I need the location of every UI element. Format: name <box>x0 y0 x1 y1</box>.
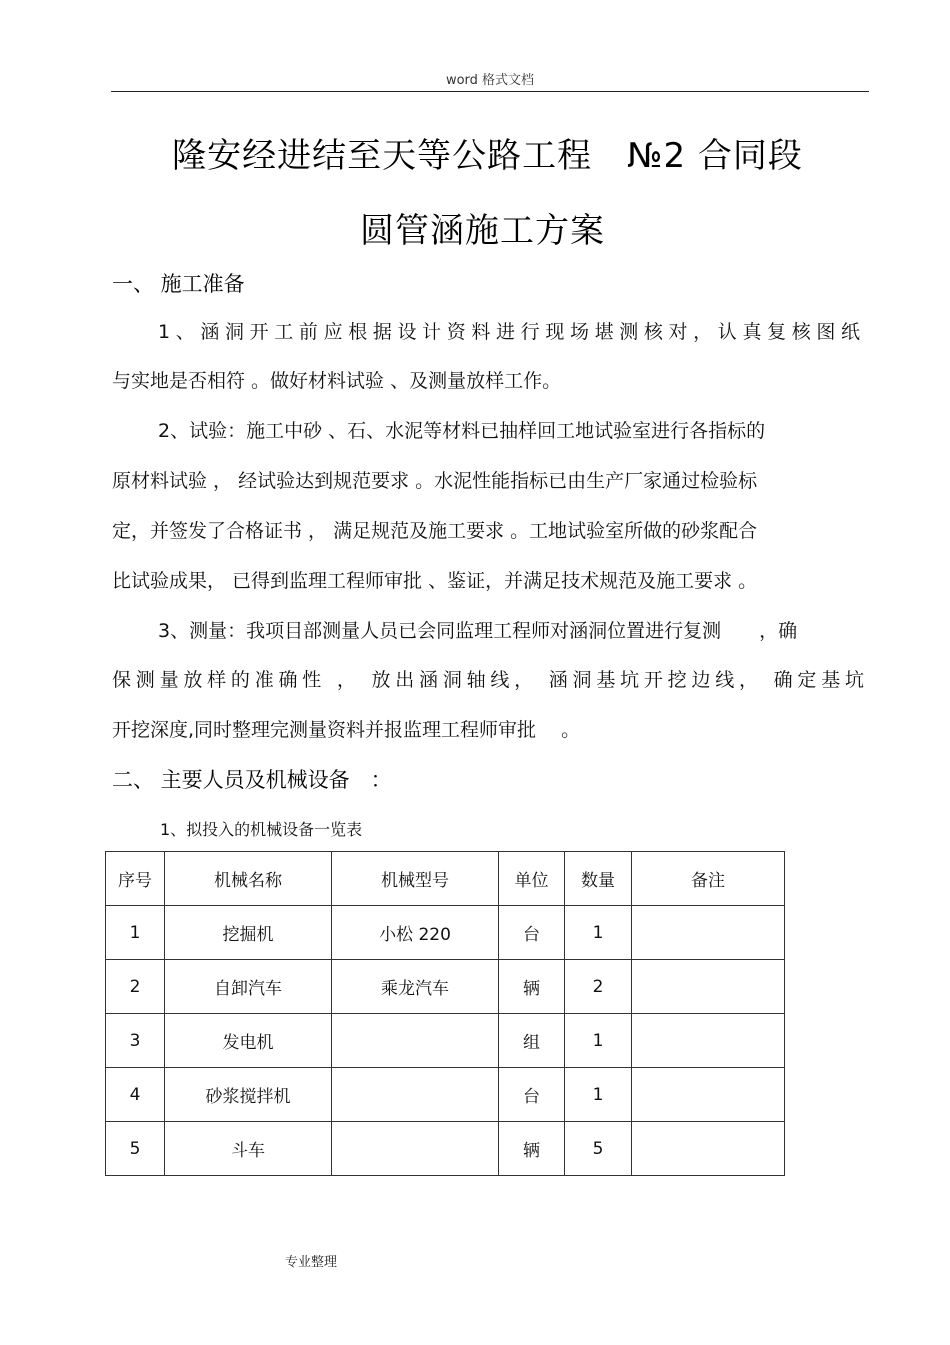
cell-machine-name: 砂浆搅拌机 <box>165 1068 332 1122</box>
cell-unit: 台 <box>499 906 565 960</box>
header-machine-model: 机械型号 <box>332 852 499 906</box>
cell-machine-name: 自卸汽车 <box>165 960 332 1014</box>
paragraph-line: 定，并签发了合格证书 ， 满足规范及施工要求 。工地试验室所做的砂浆配合 <box>112 520 758 542</box>
cell-unit: 辆 <box>499 1122 565 1176</box>
cell-unit: 辆 <box>499 960 565 1014</box>
paragraph-line: 保测量放样的准确性 ， 放出涵洞轴线， 涵洞基坑开挖边线， 确定基坑 <box>112 669 864 691</box>
cell-quantity: 1 <box>565 1068 632 1122</box>
cell-index: 3 <box>106 1014 165 1068</box>
cell-quantity: 2 <box>565 960 632 1014</box>
equipment-table <box>105 851 785 1176</box>
cell-remarks <box>632 1122 785 1176</box>
document-title-line-2: 圆管涵施工方案 <box>360 211 605 251</box>
cell-remarks <box>632 1014 785 1068</box>
section-1-heading: 一、 施工准备 <box>112 272 245 296</box>
page-footer: 专业整理 <box>285 1255 338 1270</box>
table-row <box>106 1014 785 1068</box>
cell-index: 4 <box>106 1068 165 1122</box>
page-header: word 格式文档 <box>445 73 535 88</box>
cell-index: 5 <box>106 1122 165 1176</box>
header-quantity: 数量 <box>565 852 632 906</box>
cell-machine-name: 挖掘机 <box>165 906 332 960</box>
table-header-row <box>106 852 785 906</box>
cell-machine-name: 斗车 <box>165 1122 332 1176</box>
cell-machine-model <box>332 1014 499 1068</box>
paragraph-line: 2、试验：施工中砂 、石、水泥等材料已抽样回工地试验室进行各指标的 <box>158 420 766 442</box>
paragraph-line: 1、涵洞开工前应根据设计资料进行现场堪测核对，认真复核图纸 <box>158 321 860 343</box>
header-index: 序号 <box>106 852 165 906</box>
cell-unit: 台 <box>499 1068 565 1122</box>
header-machine-name: 机械名称 <box>165 852 332 906</box>
table-row <box>106 960 785 1014</box>
cell-remarks <box>632 906 785 960</box>
header-rule <box>111 91 869 92</box>
cell-machine-model <box>332 1122 499 1176</box>
table-caption: 1、拟投入的机械设备一览表 <box>160 820 363 839</box>
cell-quantity: 1 <box>565 906 632 960</box>
paragraph-line: 3、测量：我项目部测量人员已会同监理工程师对涵洞位置进行复测 ，确 <box>158 620 798 642</box>
cell-quantity: 1 <box>565 1014 632 1068</box>
cell-index: 1 <box>106 906 165 960</box>
paragraph-line: 原材料试验 ， 经试验达到规范要求 。水泥性能指标已由生产厂家通过检验标 <box>112 470 758 492</box>
table-row <box>106 906 785 960</box>
paragraph-line: 与实地是否相符 。做好材料试验 、及测量放样工作。 <box>112 370 562 392</box>
cell-machine-model <box>332 1068 499 1122</box>
header-remarks: 备注 <box>632 852 785 906</box>
header-unit: 单位 <box>499 852 565 906</box>
paragraph-line: 比试验成果， 已得到监理工程师审批 、鉴证，并满足技术规范及施工要求 。 <box>112 570 758 592</box>
section-2-heading: 二、 主要人员及机械设备 ： <box>112 768 392 792</box>
table-row <box>106 1068 785 1122</box>
cell-remarks <box>632 1068 785 1122</box>
cell-machine-name: 发电机 <box>165 1014 332 1068</box>
cell-machine-model: 小松 220 <box>332 906 499 960</box>
table-row <box>106 1122 785 1176</box>
cell-unit: 组 <box>499 1014 565 1068</box>
cell-machine-model: 乘龙汽车 <box>332 960 499 1014</box>
document-title-line-1: 隆安经进结至天等公路工程 №2 合同段 <box>172 136 803 176</box>
cell-remarks <box>632 960 785 1014</box>
cell-index: 2 <box>106 960 165 1014</box>
cell-quantity: 5 <box>565 1122 632 1176</box>
paragraph-line: 开挖深度,同时整理完测量资料并报监理工程师审批 。 <box>112 719 581 741</box>
